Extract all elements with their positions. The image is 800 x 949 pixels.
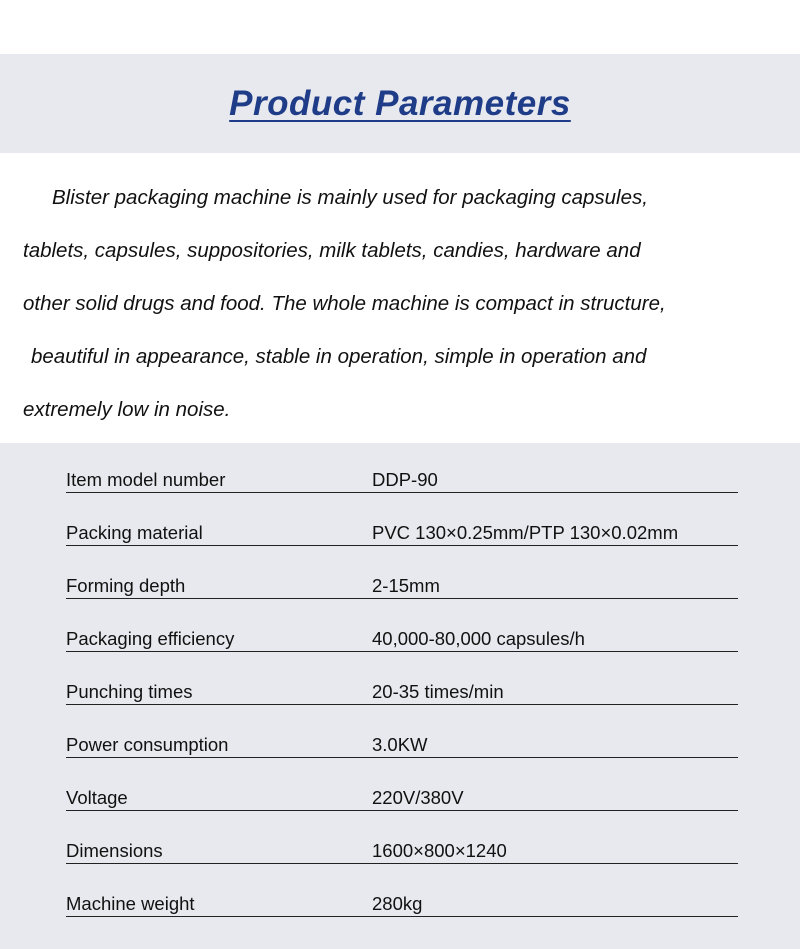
spec-label: Power consumption — [66, 734, 229, 755]
spec-value: PVC 130×0.25mm/PTP 130×0.02mm — [372, 522, 679, 543]
spec-value: 40,000-80,000 capsules/h — [372, 628, 585, 649]
spec-underline — [66, 704, 372, 705]
spec-value: 2-15mm — [372, 575, 440, 596]
spec-row — [66, 681, 738, 705]
spec-row — [66, 840, 738, 864]
description-block — [0, 153, 800, 443]
spec-underline — [66, 916, 372, 917]
spec-label: Packaging efficiency — [66, 628, 235, 649]
spec-underline — [372, 598, 738, 599]
spec-underline — [66, 492, 372, 493]
spec-row — [66, 734, 738, 758]
spec-label: Punching times — [66, 681, 193, 702]
page-title — [0, 84, 800, 124]
spec-value: 280kg — [372, 893, 423, 914]
spec-label: Machine weight — [66, 893, 195, 914]
description-line: extremely low in noise. — [23, 398, 231, 421]
spec-row — [66, 522, 738, 546]
description-line: Blister packaging machine is mainly used for packaging capsules, — [52, 186, 648, 209]
spec-table — [0, 443, 800, 949]
spec-underline — [372, 810, 738, 811]
spec-value: 20-35 times/min — [372, 681, 504, 702]
spec-underline — [66, 757, 372, 758]
spec-value: 3.0KW — [372, 734, 428, 755]
spec-value: 220V/380V — [372, 787, 464, 808]
spec-underline — [66, 863, 372, 864]
spec-underline — [66, 651, 372, 652]
spec-row — [66, 628, 738, 652]
spec-underline — [372, 651, 738, 652]
spec-underline — [372, 704, 738, 705]
spec-underline — [66, 810, 372, 811]
spec-row — [66, 787, 738, 811]
spec-underline — [372, 757, 738, 758]
spec-underline — [372, 863, 738, 864]
page-title-text: Product Parameters — [229, 84, 571, 123]
spec-underline — [372, 492, 738, 493]
spec-underline — [66, 545, 372, 546]
spec-value: DDP-90 — [372, 469, 438, 490]
spec-row — [66, 469, 738, 493]
spec-label: Voltage — [66, 787, 128, 808]
spec-value: 1600×800×1240 — [372, 840, 507, 861]
spec-label: Forming depth — [66, 575, 186, 596]
spec-underline — [372, 916, 738, 917]
description-line: tablets, capsules, suppositories, milk tablets, candies, hardware and — [23, 239, 641, 262]
spec-underline — [372, 545, 738, 546]
spec-label: Packing material — [66, 522, 203, 543]
description-line: beautiful in appearance, stable in operation, simple in operation and — [31, 345, 647, 368]
spec-row — [66, 575, 738, 599]
description-line: other solid drugs and food. The whole machine is compact in structure, — [23, 292, 666, 315]
spec-underline — [66, 598, 372, 599]
spec-label: Dimensions — [66, 840, 163, 861]
spec-row — [66, 893, 738, 917]
spec-label: Item model number — [66, 469, 226, 490]
